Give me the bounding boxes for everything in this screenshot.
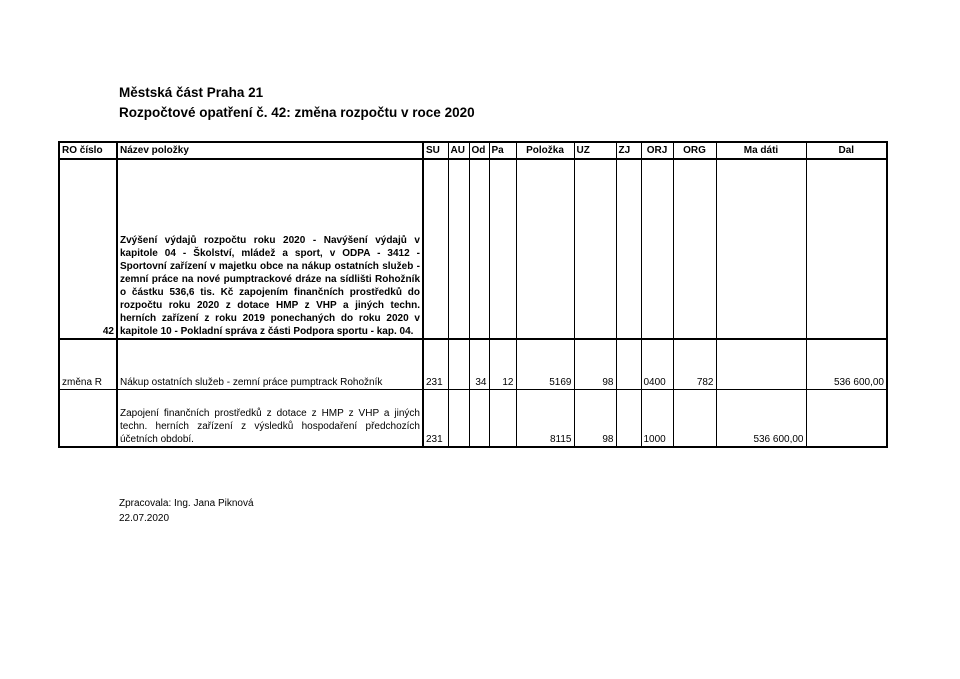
cell-uz: 98 <box>574 339 616 390</box>
cell-ro-cislo: 42 <box>59 159 117 339</box>
cell-orj: 1000 <box>641 390 673 448</box>
budget-table <box>58 141 888 448</box>
table-row <box>59 390 887 448</box>
col-header-au: AU <box>448 142 469 159</box>
col-header-su: SU <box>423 142 448 159</box>
col-header-uz: UZ <box>574 142 616 159</box>
cell-zj <box>616 339 641 390</box>
cell-polozka: 8115 <box>516 390 574 448</box>
cell-ma-dati <box>716 339 806 390</box>
cell-org <box>673 159 716 339</box>
cell-uz <box>574 159 616 339</box>
cell-au <box>448 159 469 339</box>
cell-su <box>423 159 448 339</box>
cell-org: 782 <box>673 339 716 390</box>
cell-dal: 536 600,00 <box>806 339 887 390</box>
col-header-pa: Pa <box>489 142 516 159</box>
cell-pa: 12 <box>489 339 516 390</box>
cell-pa <box>489 390 516 448</box>
table-row <box>59 339 887 390</box>
cell-ro-cislo: změna R <box>59 339 117 390</box>
cell-nazev: Zapojení finančních prostředků z dotace z HMP z VHP a jiných techn. herních zařízení z výsledků hospodaření předchozích účetních období. <box>117 390 423 448</box>
cell-zj <box>616 390 641 448</box>
cell-su: 231 <box>423 390 448 448</box>
cell-ma-dati <box>716 159 806 339</box>
cell-polozka: 5169 <box>516 339 574 390</box>
col-header-ro-cislo: RO číslo <box>59 142 117 159</box>
document-date: 22.07.2020 <box>119 513 170 524</box>
cell-od <box>469 390 489 448</box>
cell-od: 34 <box>469 339 489 390</box>
cell-orj: 0400 <box>641 339 673 390</box>
col-header-orj: ORJ <box>641 142 673 159</box>
cell-dal <box>806 390 887 448</box>
cell-nazev: Nákup ostatních služeb - zemní práce pumptrack Rohožník <box>117 339 423 390</box>
cell-ro-cislo <box>59 390 117 448</box>
col-header-org: ORG <box>673 142 716 159</box>
cell-nazev: Zvýšení výdajů rozpočtu roku 2020 - Navýšení výdajů v kapitole 04 - Školství, mládež a sport, v ODPA - 3412 - Sportovní zařízení v majetku obce na nákup ostatních služeb - zemní práce na nové pumptrackové dráze na sídlišti Rohožník o částku 536,6 tis. Kč zapojením finančních prostředků do rozpočtu roku 2020 z dotace HMP z VHP a jiných techn. herních zařízení z roku 2019 ponechaných do roku 2020 v kapitole 10 - Pokladní správa z části Podpora sportu - kap. 04. <box>117 159 423 339</box>
table-row <box>59 159 887 339</box>
cell-org <box>673 390 716 448</box>
cell-polozka <box>516 159 574 339</box>
col-header-od: Od <box>469 142 489 159</box>
cell-dal <box>806 159 887 339</box>
col-header-zj: ZJ <box>616 142 641 159</box>
col-header-ma-dati: Ma dáti <box>716 142 806 159</box>
cell-zj <box>616 159 641 339</box>
cell-ma-dati: 536 600,00 <box>716 390 806 448</box>
cell-au <box>448 339 469 390</box>
organization-name: Městská část Praha 21 <box>119 85 264 100</box>
col-header-polozka: Položka <box>516 142 574 159</box>
cell-pa <box>489 159 516 339</box>
table-header-row <box>59 142 887 159</box>
col-header-nazev: Název položky <box>117 142 423 159</box>
cell-od <box>469 159 489 339</box>
prepared-by: Zpracovala: Ing. Jana Piknová <box>119 498 254 509</box>
col-header-dal: Dal <box>806 142 887 159</box>
cell-au <box>448 390 469 448</box>
cell-orj <box>641 159 673 339</box>
document-title: Rozpočtové opatření č. 42: změna rozpočtu v roce 2020 <box>119 105 475 120</box>
cell-uz: 98 <box>574 390 616 448</box>
cell-su: 231 <box>423 339 448 390</box>
